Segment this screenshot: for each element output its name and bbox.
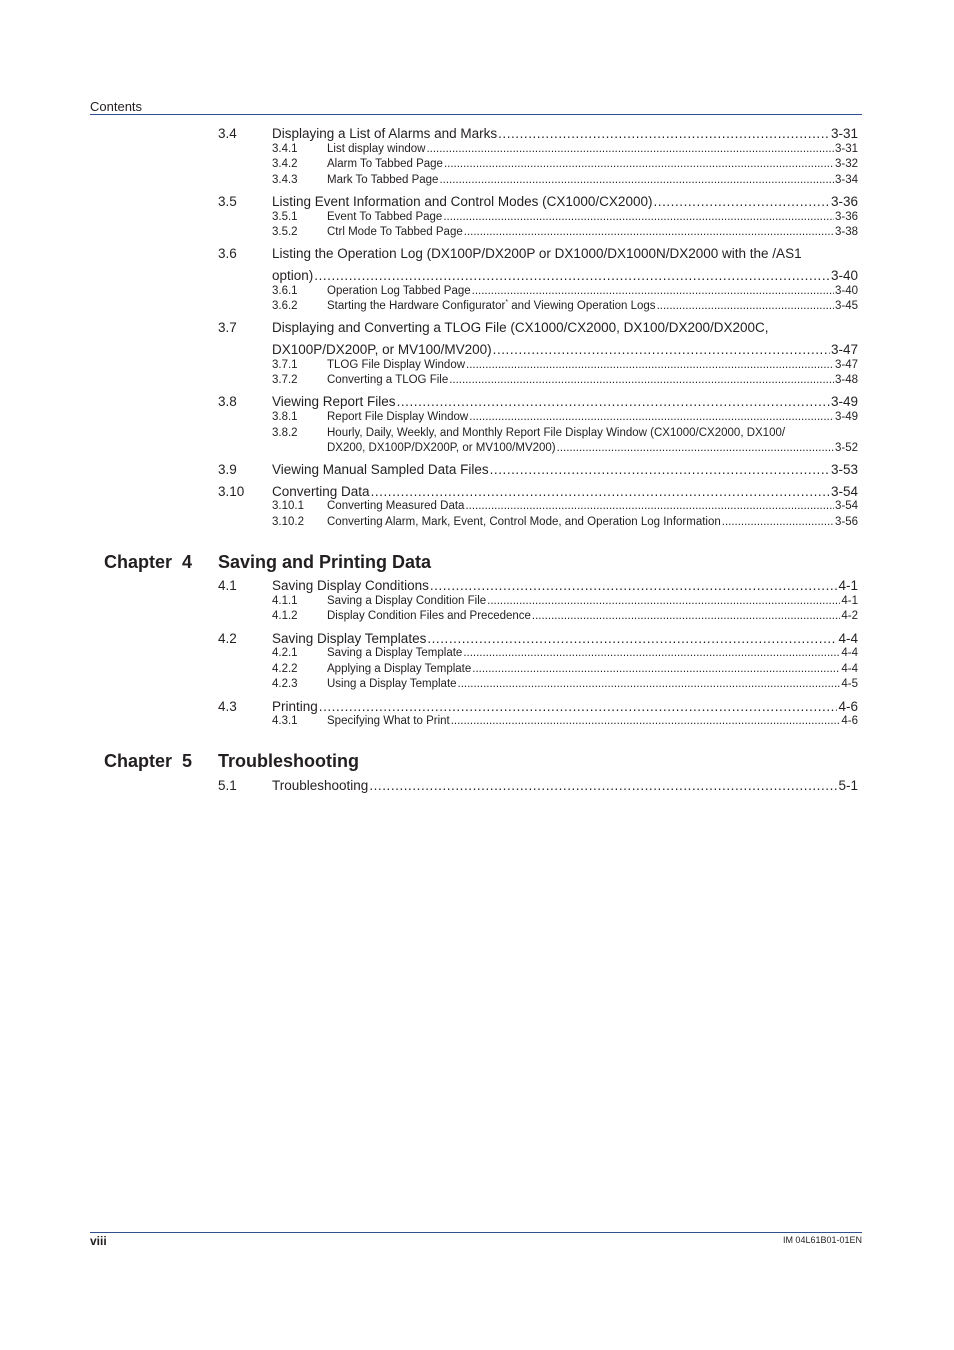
section-number: 5.1 bbox=[218, 778, 237, 793]
dot-leader bbox=[465, 500, 834, 512]
chapter-title: Troubleshooting bbox=[218, 751, 359, 771]
page-number: 3-53 bbox=[830, 462, 858, 477]
dot-leader bbox=[557, 442, 834, 454]
section-title: Viewing Report Files bbox=[272, 394, 396, 409]
subsection-title: Saving a Display Condition File bbox=[327, 595, 487, 607]
section-title: Troubleshooting bbox=[272, 778, 369, 793]
subsection-number: 3.10.2 bbox=[272, 516, 304, 528]
subsection-title: Report File Display Window bbox=[327, 411, 469, 423]
dot-leader bbox=[722, 516, 834, 528]
subsection-number: 4.1.1 bbox=[272, 595, 298, 607]
page-number: 3-56 bbox=[834, 516, 858, 528]
dot-leader bbox=[466, 359, 834, 371]
dot-leader bbox=[472, 663, 840, 675]
section-number: 4.3 bbox=[218, 699, 237, 714]
page-number: 3-49 bbox=[834, 411, 858, 423]
subsection-number: 4.2.1 bbox=[272, 647, 298, 659]
dot-leader bbox=[487, 595, 840, 607]
subsection-number: 3.8.2 bbox=[272, 427, 298, 439]
page-number: 4-4 bbox=[841, 663, 858, 675]
dot-leader bbox=[464, 226, 834, 238]
subsection-title: Ctrl Mode To Tabbed Page bbox=[327, 226, 463, 238]
subsection-title: Display Condition Files and Precedence bbox=[327, 610, 531, 622]
subsection-title: Event To Tabbed Page bbox=[327, 211, 443, 223]
dot-leader bbox=[426, 143, 834, 155]
subsection-title: Saving a Display Template bbox=[327, 647, 463, 659]
chapter-label: Chapter 4 bbox=[104, 552, 193, 572]
subsection-number: 3.10.1 bbox=[272, 500, 304, 512]
page-number: 3-45 bbox=[834, 300, 858, 312]
subsection-title-line1: Hourly, Daily, Weekly, and Monthly Report File Display Window (CX1000/CX2000, DX100/ bbox=[327, 427, 786, 439]
subsection-number: 4.1.2 bbox=[272, 610, 298, 622]
subsection-number: 3.4.1 bbox=[272, 143, 298, 155]
subsection-number: 3.6.1 bbox=[272, 285, 298, 297]
subsection-title: Converting Alarm, Mark, Event, Control Mode, and Operation Log Information bbox=[327, 516, 721, 528]
dot-leader bbox=[449, 374, 834, 386]
dot-leader bbox=[657, 300, 834, 312]
dot-leader bbox=[472, 285, 834, 297]
subsection-number: 3.5.2 bbox=[272, 226, 298, 238]
page-number: 4-2 bbox=[841, 610, 858, 622]
dot-leader bbox=[397, 394, 830, 409]
page-number: 3-48 bbox=[834, 374, 858, 386]
section-number: 4.1 bbox=[218, 578, 237, 593]
subsection-number: 3.6.2 bbox=[272, 300, 298, 312]
dot-leader bbox=[451, 715, 841, 727]
page-number: 3-47 bbox=[834, 359, 858, 371]
dot-leader bbox=[469, 411, 834, 423]
section-number: 3.5 bbox=[218, 194, 237, 209]
chapter-title: Saving and Printing Data bbox=[218, 552, 432, 572]
subsection-title-line2: DX200, DX100P/DX200P, or MV100/MV200) bbox=[327, 442, 556, 454]
page-number: 3-32 bbox=[834, 158, 858, 170]
page-number: 4-5 bbox=[841, 678, 858, 690]
page-number: 3-31 bbox=[830, 126, 858, 141]
subsection-title: Converting a TLOG File bbox=[327, 374, 449, 386]
section-title: Listing Event Information and Control Modes (CX1000/CX2000) bbox=[272, 194, 653, 209]
page-number: 3-40 bbox=[830, 268, 858, 283]
dot-leader bbox=[498, 126, 830, 141]
subsection-title: Applying a Display Template bbox=[327, 663, 472, 675]
dot-leader bbox=[314, 268, 830, 283]
section-number: 3.4 bbox=[218, 126, 237, 141]
footer-rule bbox=[90, 1232, 862, 1233]
dot-leader bbox=[653, 194, 830, 209]
dot-leader bbox=[458, 678, 841, 690]
page-number: 3-49 bbox=[830, 394, 858, 409]
subsection-title: Converting Measured Data bbox=[327, 500, 465, 512]
dot-leader bbox=[371, 484, 830, 499]
page-number: 3-36 bbox=[834, 211, 858, 223]
running-header-label: Contents bbox=[90, 99, 143, 114]
page-number: 3-36 bbox=[830, 194, 858, 209]
dot-leader bbox=[443, 211, 834, 223]
section-number: 3.9 bbox=[218, 462, 237, 477]
dot-leader bbox=[444, 158, 834, 170]
subsection-title: Starting the Hardware Configurator* and Viewing Operation Logs bbox=[327, 299, 656, 312]
subsection-number: 4.3.1 bbox=[272, 715, 298, 727]
section-title-line1: Displaying and Converting a TLOG File (CX1000/CX2000, DX100/DX200/DX200C, bbox=[272, 320, 769, 335]
page-number: 3-52 bbox=[834, 442, 858, 454]
subsection-number: 3.5.1 bbox=[272, 211, 298, 223]
section-number: 3.6 bbox=[218, 246, 237, 261]
page-number: 3-40 bbox=[834, 285, 858, 297]
dot-leader bbox=[532, 610, 840, 622]
dot-leader bbox=[493, 342, 830, 357]
dot-leader bbox=[369, 778, 837, 793]
subsection-title: Using a Display Template bbox=[327, 678, 457, 690]
subsection-title: Alarm To Tabbed Page bbox=[327, 158, 443, 170]
header-rule bbox=[90, 114, 862, 115]
section-number: 3.8 bbox=[218, 394, 237, 409]
section-number: 4.2 bbox=[218, 631, 237, 646]
section-title-line2: option) bbox=[272, 268, 314, 283]
subsection-number: 3.7.1 bbox=[272, 359, 298, 371]
page-number: 5-1 bbox=[838, 778, 858, 793]
subsection-title: Specifying What to Print bbox=[327, 715, 450, 727]
page-number: 3-31 bbox=[834, 143, 858, 155]
dot-leader bbox=[490, 462, 830, 477]
subsection-number: 3.4.3 bbox=[272, 174, 298, 186]
subsection-number: 3.7.2 bbox=[272, 374, 298, 386]
page-number: 4-1 bbox=[841, 595, 858, 607]
footer-document-id: IM 04L61B01-01EN bbox=[782, 1235, 862, 1245]
dot-leader bbox=[427, 631, 837, 646]
subsection-title: List display window bbox=[327, 143, 426, 155]
section-title: Viewing Manual Sampled Data Files bbox=[272, 462, 489, 477]
subsection-title: Operation Log Tabbed Page bbox=[327, 285, 471, 297]
section-title: Printing bbox=[272, 699, 318, 714]
section-title: Converting Data bbox=[272, 484, 370, 499]
subsection-title: Mark To Tabbed Page bbox=[327, 174, 439, 186]
page-number: 3-34 bbox=[834, 174, 858, 186]
section-title-line2: DX100P/DX200P, or MV100/MV200) bbox=[272, 342, 492, 357]
section-title: Saving Display Conditions bbox=[272, 578, 429, 593]
section-title: Saving Display Templates bbox=[272, 631, 427, 646]
dot-leader bbox=[430, 578, 838, 593]
section-number: 3.7 bbox=[218, 320, 237, 335]
dot-leader bbox=[463, 647, 840, 659]
page-number: 3-54 bbox=[834, 500, 858, 512]
footer-page-number: viii bbox=[90, 1234, 107, 1248]
page-number: 4-6 bbox=[838, 699, 858, 714]
section-number: 3.10 bbox=[218, 484, 245, 499]
page-number: 3-54 bbox=[830, 484, 858, 499]
page-number: 4-4 bbox=[838, 631, 858, 646]
page-number: 4-1 bbox=[838, 578, 858, 593]
subsection-title: TLOG File Display Window bbox=[327, 359, 466, 371]
page-number: 4-4 bbox=[841, 647, 858, 659]
page-number: 3-47 bbox=[830, 342, 858, 357]
section-title-line1: Listing the Operation Log (DX100P/DX200P or DX1000/DX1000N/DX2000 with the /AS1 bbox=[272, 246, 802, 261]
subsection-number: 4.2.3 bbox=[272, 678, 298, 690]
dot-leader bbox=[439, 174, 834, 186]
section-title: Displaying a List of Alarms and Marks bbox=[272, 126, 498, 141]
dot-leader bbox=[319, 699, 838, 714]
page-number: 3-38 bbox=[834, 226, 858, 238]
subsection-number: 3.4.2 bbox=[272, 158, 298, 170]
chapter-label: Chapter 5 bbox=[104, 751, 193, 771]
subsection-number: 3.8.1 bbox=[272, 411, 298, 423]
page-number: 4-6 bbox=[841, 715, 858, 727]
subsection-number: 4.2.2 bbox=[272, 663, 298, 675]
